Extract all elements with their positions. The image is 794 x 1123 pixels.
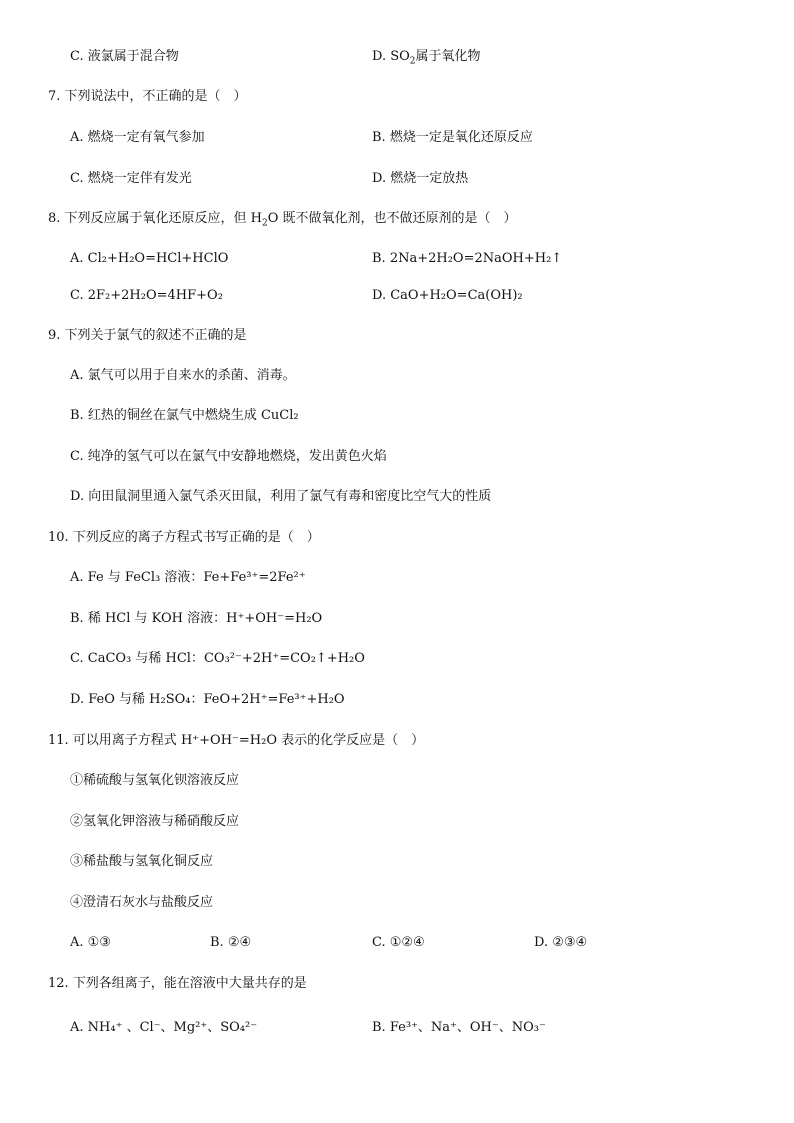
q8-stem-sub: 2 xyxy=(262,218,268,229)
q7-option-b: B. 燃烧一定是氧化还原反应 xyxy=(372,130,533,145)
q8-option-a: A. Cl₂+H₂O=HCl+HClO xyxy=(70,251,229,266)
q9-option-c: C. 纯净的氢气可以在氯气中安静地燃烧，发出黄色火焰 xyxy=(70,449,387,464)
q7-option-d: D. 燃烧一定放热 xyxy=(372,171,469,186)
q8-option-b: B. 2Na+2H₂O=2NaOH+H₂↑ xyxy=(372,251,563,266)
q10-option-b: B. 稀 HCl 与 KOH 溶液：H⁺+OH⁻=H₂O xyxy=(70,611,323,626)
q8-option-d: D. CaO+H₂O=Ca(OH)₂ xyxy=(372,288,523,303)
q11-option-d: D. ②③④ xyxy=(534,935,588,950)
q7-option-c: C. 燃烧一定伴有发光 xyxy=(70,171,192,186)
q8-option-c: C. 2F₂+2H₂O=4HF+O₂ xyxy=(70,288,223,303)
q10-stem: 10. 下列反应的离子方程式书写正确的是（ ） xyxy=(48,530,320,545)
q8-stem-suffix: O 既不做氧化剂，也不做还原剂的是（ ） xyxy=(267,211,517,226)
q12-option-a: A. NH₄⁺ 、Cl⁻、Mg²⁺、SO₄²⁻ xyxy=(70,1020,258,1035)
q6-option-d-sub: 2 xyxy=(409,56,416,67)
q12-option-b: B. Fe³⁺、Na⁺、OH⁻、NO₃⁻ xyxy=(372,1020,546,1035)
q6-option-d-suffix: 属于氧化物 xyxy=(415,49,481,64)
q11-stem: 11. 可以用离子方程式 H⁺+OH⁻=H₂O 表示的化学反应是（ ） xyxy=(48,733,425,748)
q8-stem xyxy=(48,210,517,228)
q6-option-d-text: D. SO xyxy=(372,49,410,64)
q11-item-2: ②氢氧化钾溶液与稀硝酸反应 xyxy=(70,814,240,829)
q11-option-a: A. ①③ xyxy=(70,935,111,950)
q7-stem: 7. 下列说法中，不正确的是（ ） xyxy=(48,89,247,104)
q6-option-d xyxy=(372,48,481,66)
q10-option-a: A. Fe 与 FeCl₃ 溶液：Fe+Fe³⁺=2Fe²⁺ xyxy=(70,570,306,585)
q9-option-d: D. 向田鼠洞里通入氯气杀灭田鼠，利用了氯气有毒和密度比空气大的性质 xyxy=(70,489,492,504)
q9-option-a: A. 氯气可以用于自来水的杀菌、消毒。 xyxy=(70,368,296,383)
q9-option-b: B. 红热的铜丝在氯气中燃烧生成 CuCl₂ xyxy=(70,408,299,423)
q9-stem: 9. 下列关于氯气的叙述不正确的是 xyxy=(48,328,247,343)
q7-option-a: A. 燃烧一定有氧气参加 xyxy=(70,130,205,145)
q11-item-4: ④澄清石灰水与盐酸反应 xyxy=(70,895,214,910)
q11-item-1: ①稀硫酸与氢氧化钡溶液反应 xyxy=(70,773,240,788)
q10-option-d: D. FeO 与稀 H₂SO₄：FeO+2H⁺=Fe³⁺+H₂O xyxy=(70,692,345,707)
q6-option-c: C. 液氯属于混合物 xyxy=(70,49,179,64)
q12-stem: 12. 下列各组离子，能在溶液中大量共存的是 xyxy=(48,976,307,991)
q11-option-b: B. ②④ xyxy=(210,935,252,950)
q8-stem-text: 8. 下列反应属于氧化还原反应，但 H xyxy=(48,211,263,226)
q11-option-c: C. ①②④ xyxy=(372,935,425,950)
q10-option-c: C. CaCO₃ 与稀 HCl：CO₃²⁻+2H⁺=CO₂↑+H₂O xyxy=(70,651,365,666)
q11-item-3: ③稀盐酸与氢氧化铜反应 xyxy=(70,854,214,869)
